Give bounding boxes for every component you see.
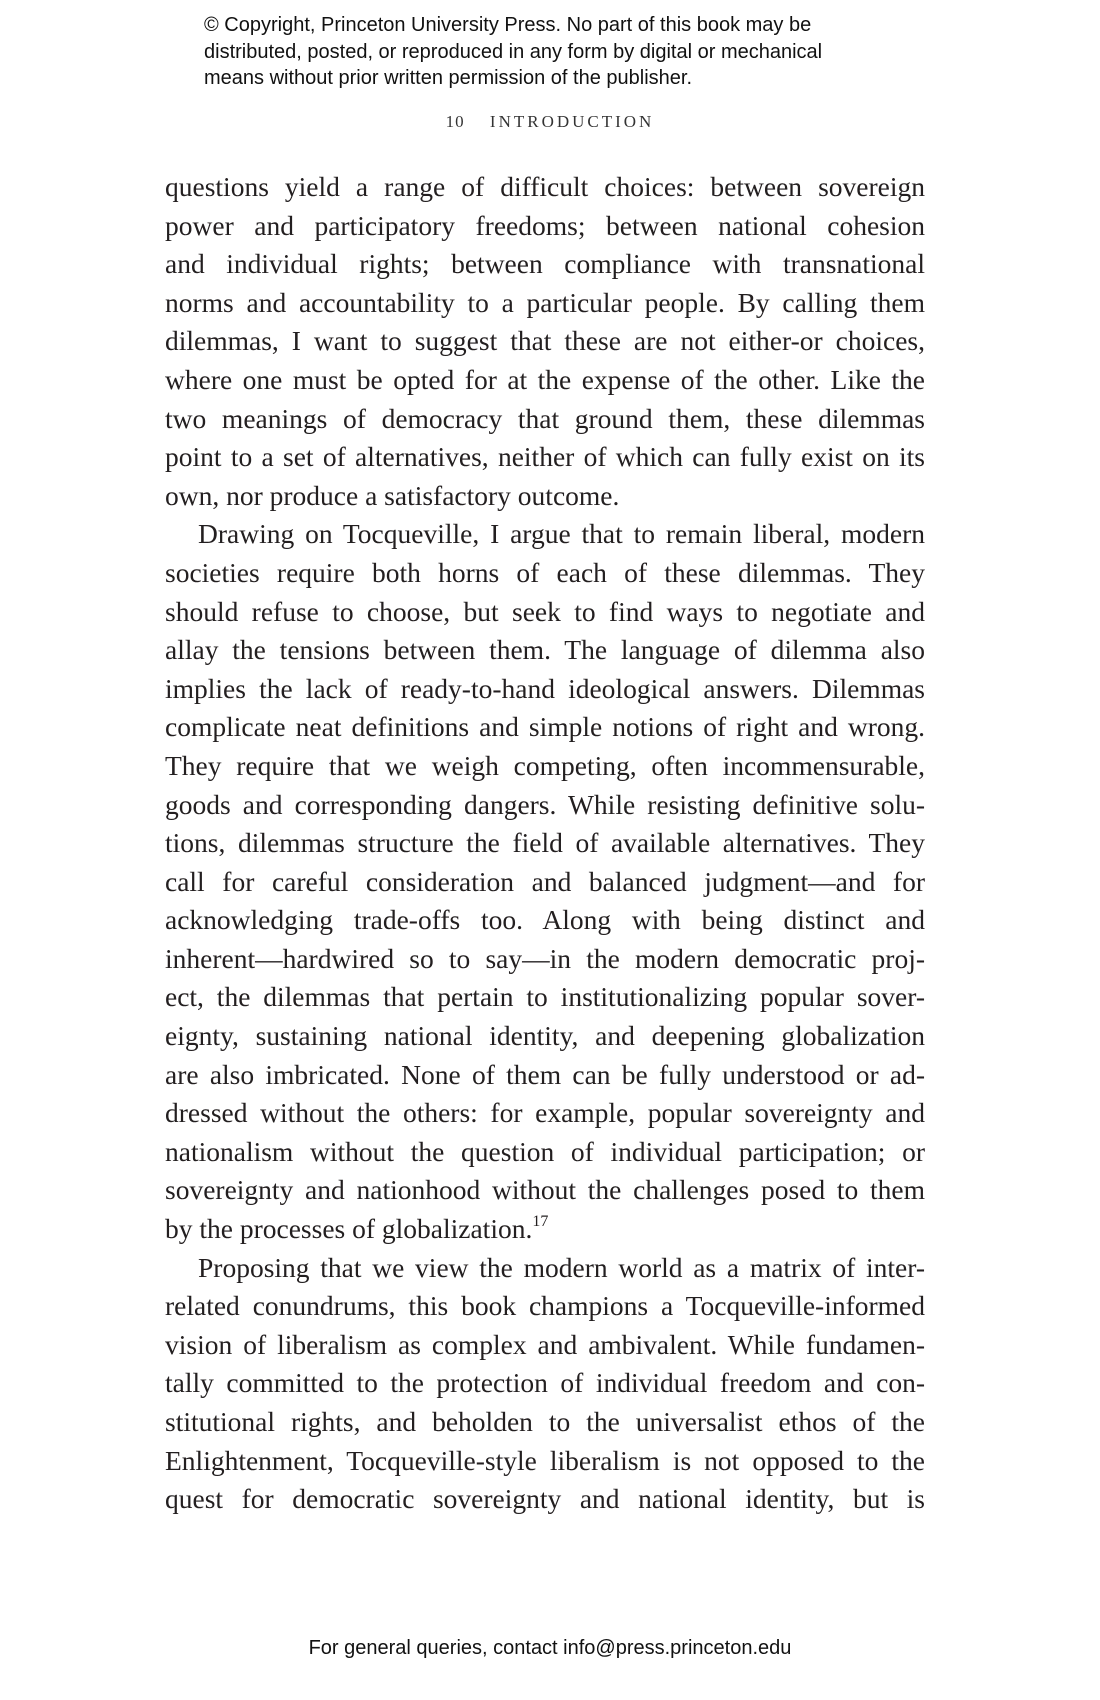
text-line [165, 438, 925, 477]
footer-contact: For general queries, contact info@press.princeton.edu [308, 1637, 792, 1659]
text-line [165, 284, 925, 323]
text-line [165, 1364, 925, 1403]
text-line-content: societies require both horns of each of these dilemmas. They [165, 556, 925, 588]
text-line [165, 1210, 925, 1249]
text-line-content: tions, dilemmas structure the field of available alternatives. They [165, 827, 925, 859]
text-line [165, 1326, 925, 1365]
copyright-line: means without prior written permission of the publisher. [204, 67, 693, 89]
text-line [165, 515, 925, 554]
text-line [165, 940, 925, 979]
text-line-content: norms and accountability to a particular people. By calling them [165, 286, 925, 318]
text-line [165, 863, 925, 902]
text-line [165, 786, 925, 825]
text-line [165, 978, 925, 1017]
text-line [165, 631, 925, 670]
text-line-content: questions yield a range of difficult choices: between sovereign [165, 171, 925, 202]
text-line [165, 901, 925, 940]
text-line-content: implies the lack of ready-to-hand ideological answers. Dilemmas [165, 672, 925, 704]
text-line-content: vision of liberalism as complex and ambivalent. While fundamen- [165, 1328, 925, 1360]
text-line-content: related conundrums, this book champions a Tocqueville-informed [165, 1290, 925, 1322]
text-line-content: They require that we weigh competing, often incommensurable, [165, 749, 925, 781]
text-line-content: point to a set of alternatives, neither of which can fully exist on its [165, 441, 925, 473]
text-line [165, 1403, 925, 1442]
text-line [165, 1442, 925, 1481]
text-line-content: and individual rights; between compliance with transnational [165, 248, 925, 280]
copyright-line: distributed, posted, or reproduced in any form by digital or mechanical [204, 40, 823, 63]
chapter-title: INTRODUCTION [489, 112, 655, 131]
text-line-content: nationalism without the question of individual participation; or [165, 1135, 925, 1167]
text-line-content: by the processes of globalization. [165, 1213, 533, 1245]
text-line [165, 1056, 925, 1095]
copyright-line: © Copyright, Princeton University Press. No part of this book may be [204, 14, 812, 36]
text-line-content: eignty, sustaining national identity, and deepening globalization [165, 1020, 925, 1052]
text-line-content: Enlightenment, Tocqueville-style liberalism is not opposed to the [165, 1444, 925, 1476]
text-line-content: goods and corresponding dangers. While resisting definitive solu- [165, 788, 925, 820]
text-line [165, 708, 925, 747]
text-line [165, 1094, 925, 1133]
text-line [165, 1017, 925, 1056]
text-line-content: own, nor produce a satisfactory outcome. [165, 479, 620, 511]
text-line-content: quest for democratic sovereignty and national identity, but is [165, 1483, 925, 1515]
text-line [165, 747, 925, 786]
text-line-content: tally committed to the protection of individual freedom and con- [165, 1367, 925, 1399]
text-line [165, 207, 925, 246]
text-line [165, 168, 925, 207]
text-line-content: where one must be opted for at the expense of the other. Like the [165, 363, 925, 395]
text-line-content: are also imbricated. None of them can be fully understood or ad- [165, 1058, 925, 1090]
body-text [165, 168, 925, 1519]
text-line [165, 245, 925, 284]
page-number: 10 [445, 112, 465, 131]
text-line-content: sovereignty and nationhood without the challenges posed to them [165, 1174, 925, 1206]
text-line [165, 824, 925, 863]
copyright-notice [204, 12, 924, 92]
text-line [165, 322, 925, 361]
text-line [165, 1249, 925, 1288]
text-line [165, 477, 925, 516]
text-line [165, 1480, 925, 1519]
text-line-content: complicate neat definitions and simple notions of right and wrong. [165, 711, 925, 743]
text-line [165, 670, 925, 709]
text-line-content: dressed without the others: for example, popular sovereignty and [165, 1097, 925, 1129]
text-line-content: allay the tensions between them. The language of dilemma also [165, 634, 925, 666]
text-line-content: Drawing on Tocqueville, I argue that to remain liberal, modern [198, 518, 925, 550]
text-line-content: should refuse to choose, but seek to find ways to negotiate and [165, 595, 925, 627]
text-line [165, 1171, 925, 1210]
text-line [165, 593, 925, 632]
text-line-content: Proposing that we view the modern world as a matrix of inter- [198, 1251, 925, 1283]
text-line-content: stitutional rights, and beholden to the universalist ethos of the [165, 1406, 925, 1437]
text-line [165, 400, 925, 439]
text-line-content: power and participatory freedoms; between national cohesion [165, 209, 925, 241]
text-line [165, 361, 925, 400]
text-line [165, 554, 925, 593]
text-line [165, 1287, 925, 1326]
text-line-content: two meanings of democracy that ground them, these dilemmas [165, 402, 925, 434]
text-line-content: ect, the dilemmas that pertain to institutionalizing popular sover- [165, 981, 925, 1013]
text-line-content: dilemmas, I want to suggest that these are not either-or choices, [165, 325, 925, 357]
text-line-content: acknowledging trade-offs too. Along with being distinct and [165, 904, 925, 936]
footnote-reference[interactable]: 17 [532, 1213, 549, 1231]
text-line-content: call for careful consideration and balanced judgment—and for [165, 865, 925, 897]
running-head [0, 112, 1100, 132]
text-line [165, 1133, 925, 1172]
text-line-content: inherent—hardwired so to say—in the modern democratic proj- [165, 942, 925, 974]
